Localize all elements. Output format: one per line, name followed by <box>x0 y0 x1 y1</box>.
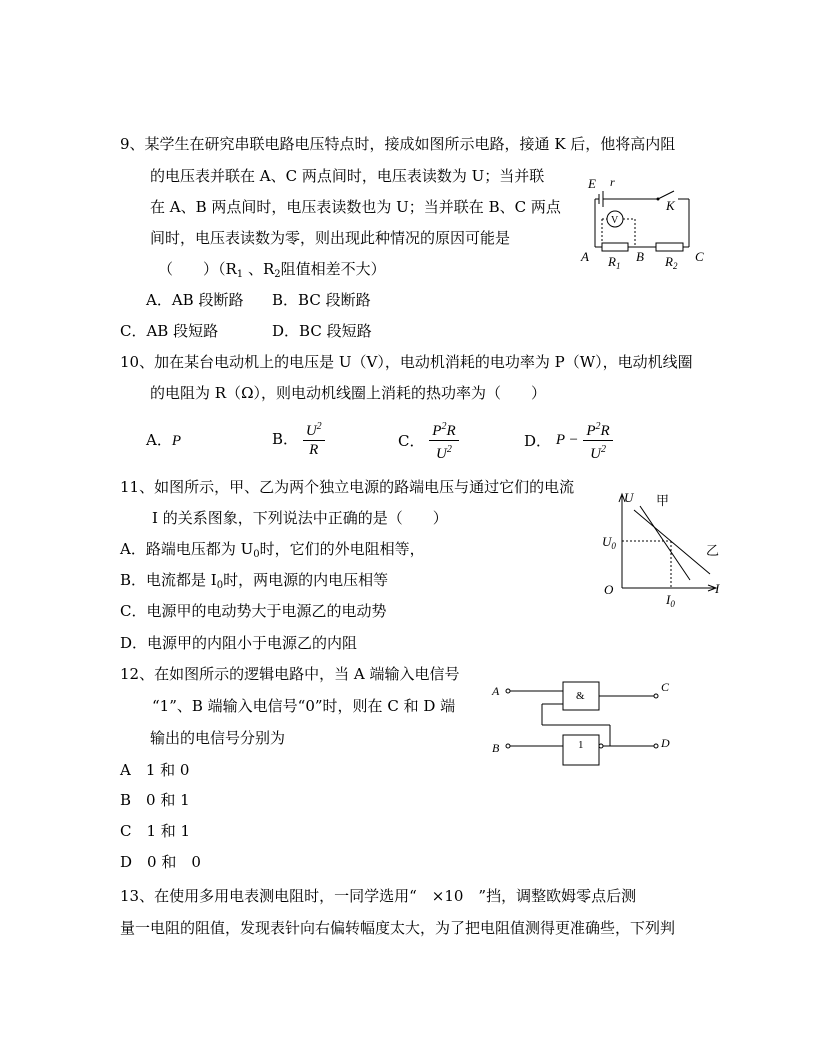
q12-option-c: C 1 和 1 <box>120 822 191 840</box>
q9-option-a: A．AB 段断路 <box>146 291 244 309</box>
q11-axis-u-label: U <box>624 490 634 505</box>
q11-line-jia <box>640 506 690 580</box>
q10-option-d: D． P − $\frac{P^2R}{U^2}$ <box>524 418 613 463</box>
q9-label-c: C <box>695 249 704 264</box>
q12-logic-circuit <box>490 680 680 770</box>
q10-option-b: B． $\frac{U^2}{R}$ <box>272 418 325 459</box>
q12-option-a: A 1 和 0 <box>120 761 190 779</box>
q9-label-k: K <box>666 198 675 213</box>
q9-line-2: 的电压表并联在 A、C 两点间时，电压表读数为 U；当并联 <box>150 167 545 185</box>
q12-option-b: B 0 和 1 <box>120 791 190 809</box>
q11-line-yi <box>634 510 710 574</box>
q12-label-c: C <box>661 680 670 694</box>
q13-line-2: 量一电阻的阻值，发现表针向右偏转幅度太大，为了把电阻值测得更准确些，下列判 <box>120 919 676 937</box>
q9-line-5: （ ）（$R_1$ 、$R_2$阻值相差不大） <box>158 260 386 280</box>
q12-label-a: A <box>492 684 500 698</box>
q9-label-r: r <box>610 175 615 189</box>
q11-label-yi: 乙 <box>706 543 720 558</box>
q10-option-c: C． $\frac{P^2R}{U^2}$ <box>398 418 459 463</box>
q9-line-1: 9、某学生在研究串联电路电压特点时，接成如图所示电路，接通 K 后，他将高内阻 <box>120 135 676 153</box>
q11-axis-i-label: I <box>715 581 720 596</box>
q9-label-b: B <box>636 249 644 264</box>
q9-label-r1: $R_1$ <box>608 254 621 271</box>
q11-option-d: D．电源甲的内阻小于电源乙的内阻 <box>120 634 358 652</box>
q10-line-2: 的电阻为 R（Ω），则电动机线圈上消耗的热功率为（ ） <box>150 384 547 402</box>
q12-label-b: B <box>492 741 500 755</box>
q12-label-d: D <box>661 736 670 750</box>
q9-option-c: C．AB 段短路 <box>120 322 219 340</box>
q12-line-2: “1”、B 端输入电信号“0”时，则在 C 和 D 端 <box>152 697 456 715</box>
q9-label-r2: $R_2$ <box>665 254 678 271</box>
q9-label-e: E <box>588 176 596 191</box>
q9-line-3: 在 A、B 两点间时，电压表读数也为 U；当并联在 B、C 两点 <box>150 198 561 216</box>
q11-line-2: I 的关系图象，下列说法中正确的是（ ） <box>152 509 448 527</box>
q12-line-1: 12、在如图所示的逻辑电路中，当 A 端输入电信号 <box>120 665 460 683</box>
q11-option-b: B．电流都是 $I_0$时，两电源的内电压相等 <box>120 571 389 591</box>
q11-option-c: C．电源甲的电动势大于电源乙的电动势 <box>120 602 387 620</box>
q9-option-b: B．BC 段断路 <box>272 291 371 309</box>
q11-line-1: 11、如图所示，甲、乙为两个独立电源的路端电压与通过它们的电流 <box>120 478 575 496</box>
q11-origin-label: O <box>604 582 614 597</box>
q12-option-d: D 0 和 0 <box>120 853 201 871</box>
q13-line-1: 13、在使用多用电表测电阻时，一同学选用“ ×10 ”挡，调整欧姆零点后测 <box>120 887 637 905</box>
q10-line-1: 10、加在某台电动机上的电压是 U（V），电动机消耗的电功率为 P（W），电动机线圈 <box>120 353 693 371</box>
q11-label-i0: $I_0$ <box>666 592 675 609</box>
q11-label-u0: $U_0$ <box>602 534 616 551</box>
q10-option-a: A．P <box>146 431 182 449</box>
q9-voltmeter-label: V <box>611 215 619 226</box>
q9-circuit-diagram <box>578 172 710 272</box>
q11-option-a: A．路端电压都为 $U_0$时，它们的外电阻相等， <box>120 540 425 560</box>
q11-ui-graph <box>596 488 730 612</box>
q11-label-jia: 甲 <box>656 493 670 508</box>
q9-line-4: 间时，电压表读数为零，则出现此种情况的原因可能是 <box>150 229 511 247</box>
q12-and-gate-symbol: & <box>576 690 585 702</box>
q9-label-a: A <box>581 249 589 264</box>
q12-not-gate-symbol: 1 <box>578 739 584 751</box>
q12-line-3: 输出的电信号分别为 <box>150 729 286 747</box>
q9-option-d: D．BC 段短路 <box>272 322 372 340</box>
